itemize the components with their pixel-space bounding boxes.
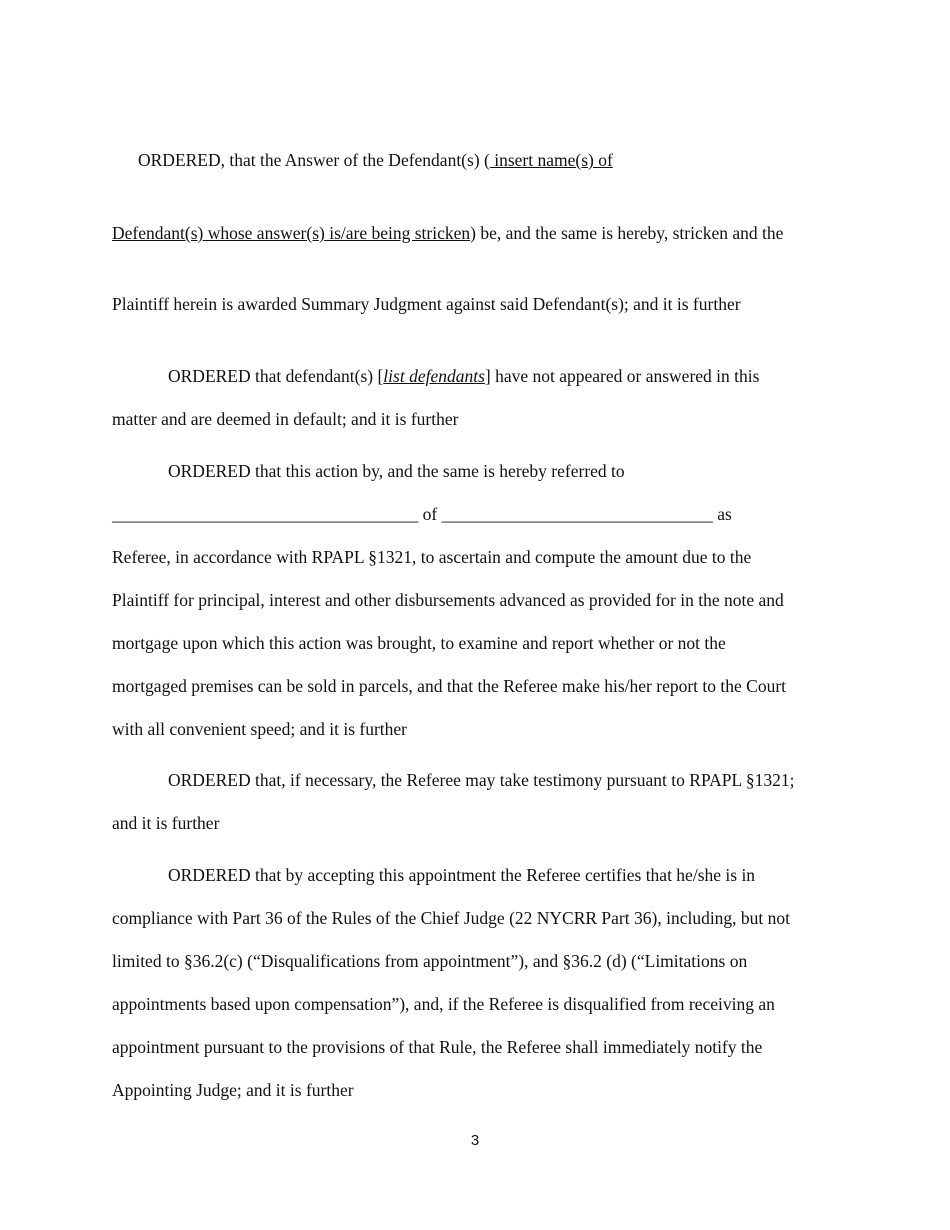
paragraph-5-line-2: compliance with Part 36 of the Rules of the Chief Judge (22 NYCRR Part 36), including, but not (112, 908, 791, 928)
paragraph-3-line-4: Plaintiff for principal, interest and other disbursements advanced as provided for in the note and (112, 590, 784, 610)
insert-name-placeholder: insert name(s) of (489, 150, 613, 170)
page-number: 3 (470, 1132, 480, 1149)
paragraph-5-line-4: appointments based upon compensation”), and, if the Referee is disqualified from receiving an (112, 994, 775, 1014)
paragraph-5-line-3: limited to §36.2(c) (“Disqualifications from appointment”), and §36.2 (d) (“Limitations on (112, 951, 748, 971)
paragraph-3-line-3: Referee, in accordance with RPAPL §1321, to ascertain and compute the amount due to the (112, 547, 752, 567)
paragraph-2-text: ] have not appeared or answered in this (484, 366, 760, 386)
stricken-defendants-placeholder: Defendant(s) whose answer(s) is/are being stricken (112, 223, 471, 243)
paragraph-4-line-2: and it is further (112, 813, 220, 833)
referee-blank-line: ___________________________________ of _______________________________ as (112, 504, 732, 524)
paragraph-1-text: ORDERED, that the Answer of the Defendant(s) ( (138, 150, 490, 170)
paragraph-3-line-7: with all convenient speed; and it is further (112, 719, 407, 739)
paragraph-3-line-1: ORDERED that this action by, and the same is hereby referred to (168, 461, 625, 481)
paragraph-2-text: ORDERED that defendant(s) [ (168, 366, 384, 386)
paragraph-5-line-5: appointment pursuant to the provisions of that Rule, the Referee shall immediately notify the (112, 1037, 763, 1057)
paragraph-1-text: ) be, and the same is hereby, stricken and the (470, 223, 784, 243)
paragraph-2-line-1 (168, 366, 759, 386)
paragraph-5-line-6: Appointing Judge; and it is further (112, 1080, 354, 1100)
paragraph-2-line-2: matter and are deemed in default; and it is further (112, 409, 459, 429)
paragraph-3-line-6: mortgaged premises can be sold in parcels, and that the Referee make his/her report to the Court (112, 676, 787, 696)
list-defendants-placeholder: list defendants (383, 366, 485, 386)
paragraph-1-line-3: Plaintiff herein is awarded Summary Judgment against said Defendant(s); and it is further (112, 294, 741, 314)
paragraph-4-line-1: ORDERED that, if necessary, the Referee may take testimony pursuant to RPAPL §1321; (168, 770, 795, 790)
paragraph-1-line-2 (112, 223, 783, 243)
paragraph-1-line-1 (138, 150, 613, 170)
paragraph-5-line-1: ORDERED that by accepting this appointment the Referee certifies that he/she is in (168, 865, 756, 885)
paragraph-3-line-5: mortgage upon which this action was brought, to examine and report whether or not the (112, 633, 726, 653)
